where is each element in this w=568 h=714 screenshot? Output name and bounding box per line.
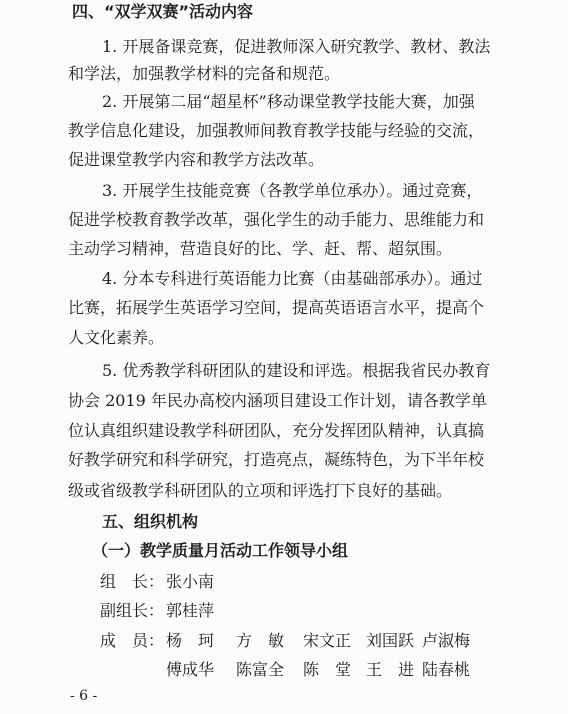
member-name: 陆春桃	[422, 660, 471, 679]
item3-line2: 促进学校教育教学改革，强化学生的动手能力、思维能力和	[68, 210, 485, 229]
item5-line1: 5. 优秀教学科研团队的建设和评选。根据我省民办教育	[102, 361, 491, 380]
member-name: 宋文正	[303, 631, 352, 650]
page-number: - 6 -	[70, 688, 98, 704]
members-label: 成 员：	[100, 631, 165, 650]
item1-line2: 和学法，加强教学材料的完备和规范。	[68, 64, 341, 83]
item5-line5: 级或省级教学科研团队的立项和评选打下良好的基础。	[68, 481, 453, 500]
item2-line2: 教学信息化建设，加强教师间教育教学技能与经验的交流，	[68, 121, 485, 140]
member-name: 陈 堂	[303, 660, 352, 679]
deputy-label: 副组长：	[100, 601, 165, 620]
leader-label: 组 长：	[100, 572, 165, 591]
item4-line1: 4. 分本专科进行英语能力比赛（由基础部承办）。通过	[102, 269, 483, 288]
item4-line2: 比赛，拓展学生英语学习空间，提高英语语言水平，提高个	[68, 298, 485, 317]
item1-line1: 1. 开展备课竞赛，促进教师深入研究教学、教材、教法	[102, 37, 491, 56]
section5-title: 五、组织机构	[102, 512, 199, 531]
item3-line1: 3. 开展学生技能竞赛（各教学单位承办）。通过竞赛，	[102, 181, 483, 200]
member-name: 杨 珂	[166, 631, 215, 650]
member-name: 王 进	[366, 660, 415, 679]
deputy-name: 郭桂萍	[166, 601, 215, 620]
item2-line1: 2. 开展第二届“超星杯”移动课堂教学技能大赛，加强	[102, 92, 475, 111]
member-name: 刘国跃	[366, 631, 415, 650]
section5-subtitle: （一）教学质量月活动工作领导小组	[92, 541, 349, 560]
item2-line3: 促进课堂教学内容和教学方法改革。	[68, 150, 325, 169]
member-name: 傅成华	[166, 660, 215, 679]
member-name: 方 敏	[236, 631, 285, 650]
item4-line3: 人文化素养。	[68, 328, 165, 347]
item5-line3: 位认真组织建设教学科研团队，充分发挥团队精神，认真搞	[68, 421, 485, 440]
section4-title: 四、“双学双赛”活动内容	[72, 2, 254, 21]
member-name: 卢淑梅	[422, 631, 471, 650]
item3-line3: 主动学习精神，营造良好的比、学、赶、帮、超氛围。	[68, 239, 453, 258]
member-name: 陈富全	[236, 660, 285, 679]
item5-line4: 好教学研究和科学研究，打造亮点，凝练特色，为下半年校	[68, 450, 485, 469]
leader-name: 张小南	[166, 572, 215, 591]
item5-line2: 协会 2019 年民办高校内涵项目建设工作计划，请各教学单	[68, 391, 487, 410]
